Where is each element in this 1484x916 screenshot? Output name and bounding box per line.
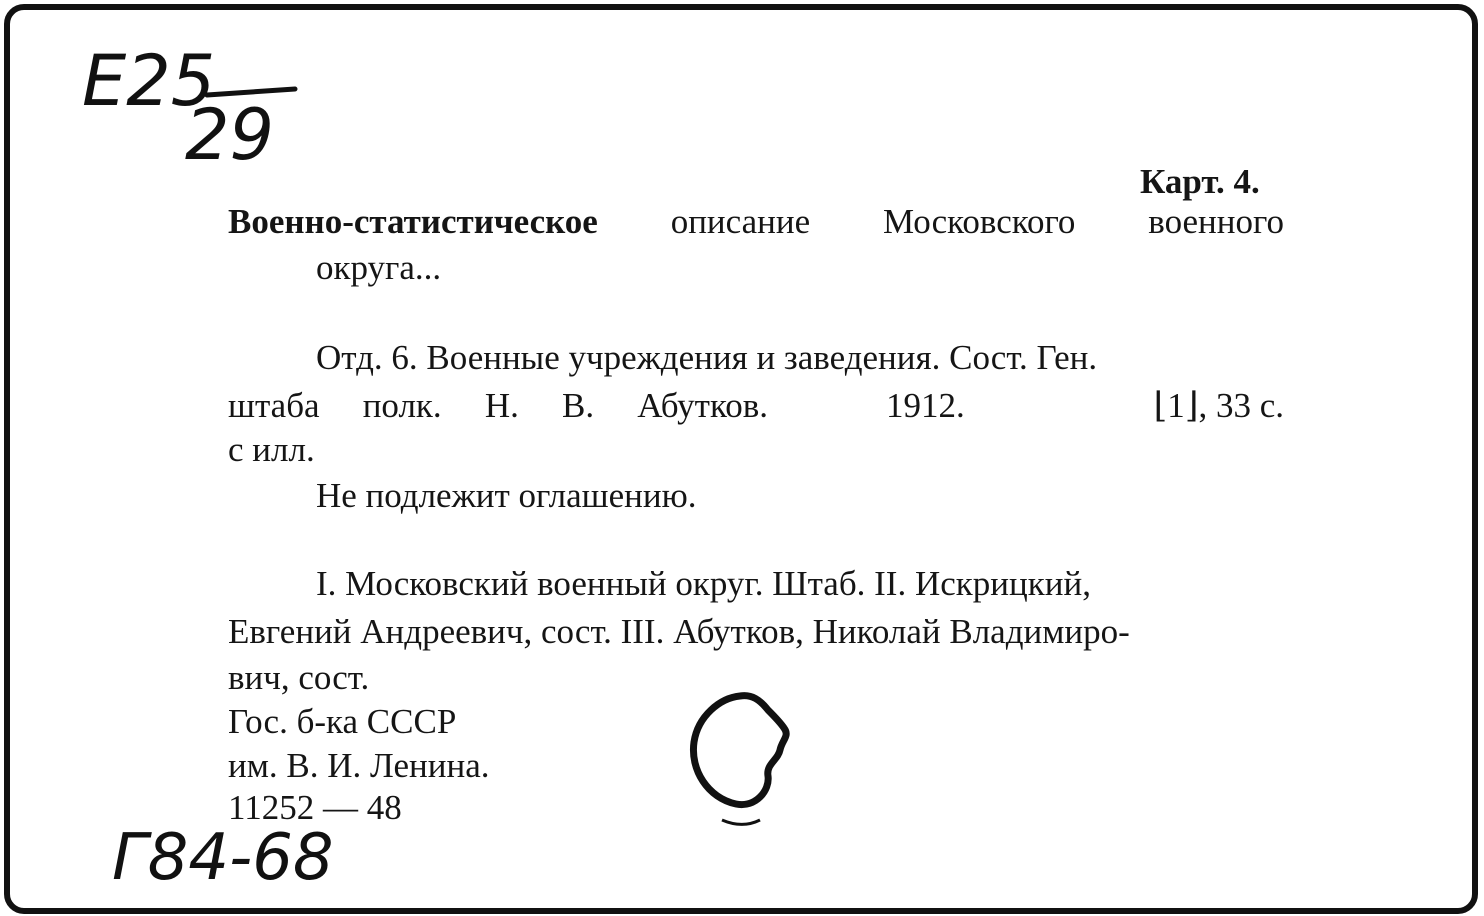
index-entry-line-3: вич, сост. xyxy=(228,658,370,697)
handwritten-call-number: Г84-68 xyxy=(112,821,334,895)
section-word: В. xyxy=(561,386,595,425)
title-line xyxy=(228,204,1284,239)
index-entry-line-1: I. Московский военный округ. Штаб. II. Искрицкий, xyxy=(316,564,1091,603)
library-stamp-line-2: им. В. И. Ленина. xyxy=(228,746,490,785)
section-author-words xyxy=(228,388,768,423)
section-line-2 xyxy=(228,388,1284,423)
map-reference: Карт. 4. xyxy=(1140,162,1260,201)
title-bold: Военно-статистическое xyxy=(228,202,598,241)
section-word: штаба xyxy=(228,386,320,425)
shelfmark-numerator: E25 xyxy=(82,40,216,122)
title-continuation: округа... xyxy=(316,248,442,287)
section-word: Абутков. xyxy=(637,386,768,425)
section-word: полк. xyxy=(362,386,442,425)
section-line-3: с илл. xyxy=(228,430,315,469)
title-word: Московского xyxy=(882,202,1076,241)
shelfmark-denominator: 29 xyxy=(185,94,275,176)
section-pages: ⌊1⌋, 33 с. xyxy=(1153,386,1284,425)
section-word: Н. xyxy=(484,386,519,425)
library-stamp-line-1: Гос. б-ка СССР xyxy=(228,702,457,741)
handwritten-shelfmark-denominator xyxy=(185,94,275,176)
punch-hole-mark xyxy=(680,680,810,830)
section-line-1: Отд. 6. Военные учреждения и заведения. Сост. Ген. xyxy=(316,338,1098,377)
section-year: 1912. xyxy=(886,386,965,425)
library-stamp-line-3: 11252 — 48 xyxy=(228,788,402,827)
title-word: военного xyxy=(1148,202,1284,241)
restriction-note: Не подлежит оглашению. xyxy=(316,476,697,515)
index-entry-line-2: Евгений Андреевич, сост. III. Абутков, Николай Владимиро- xyxy=(228,612,1130,651)
title-word: описание xyxy=(670,202,811,241)
